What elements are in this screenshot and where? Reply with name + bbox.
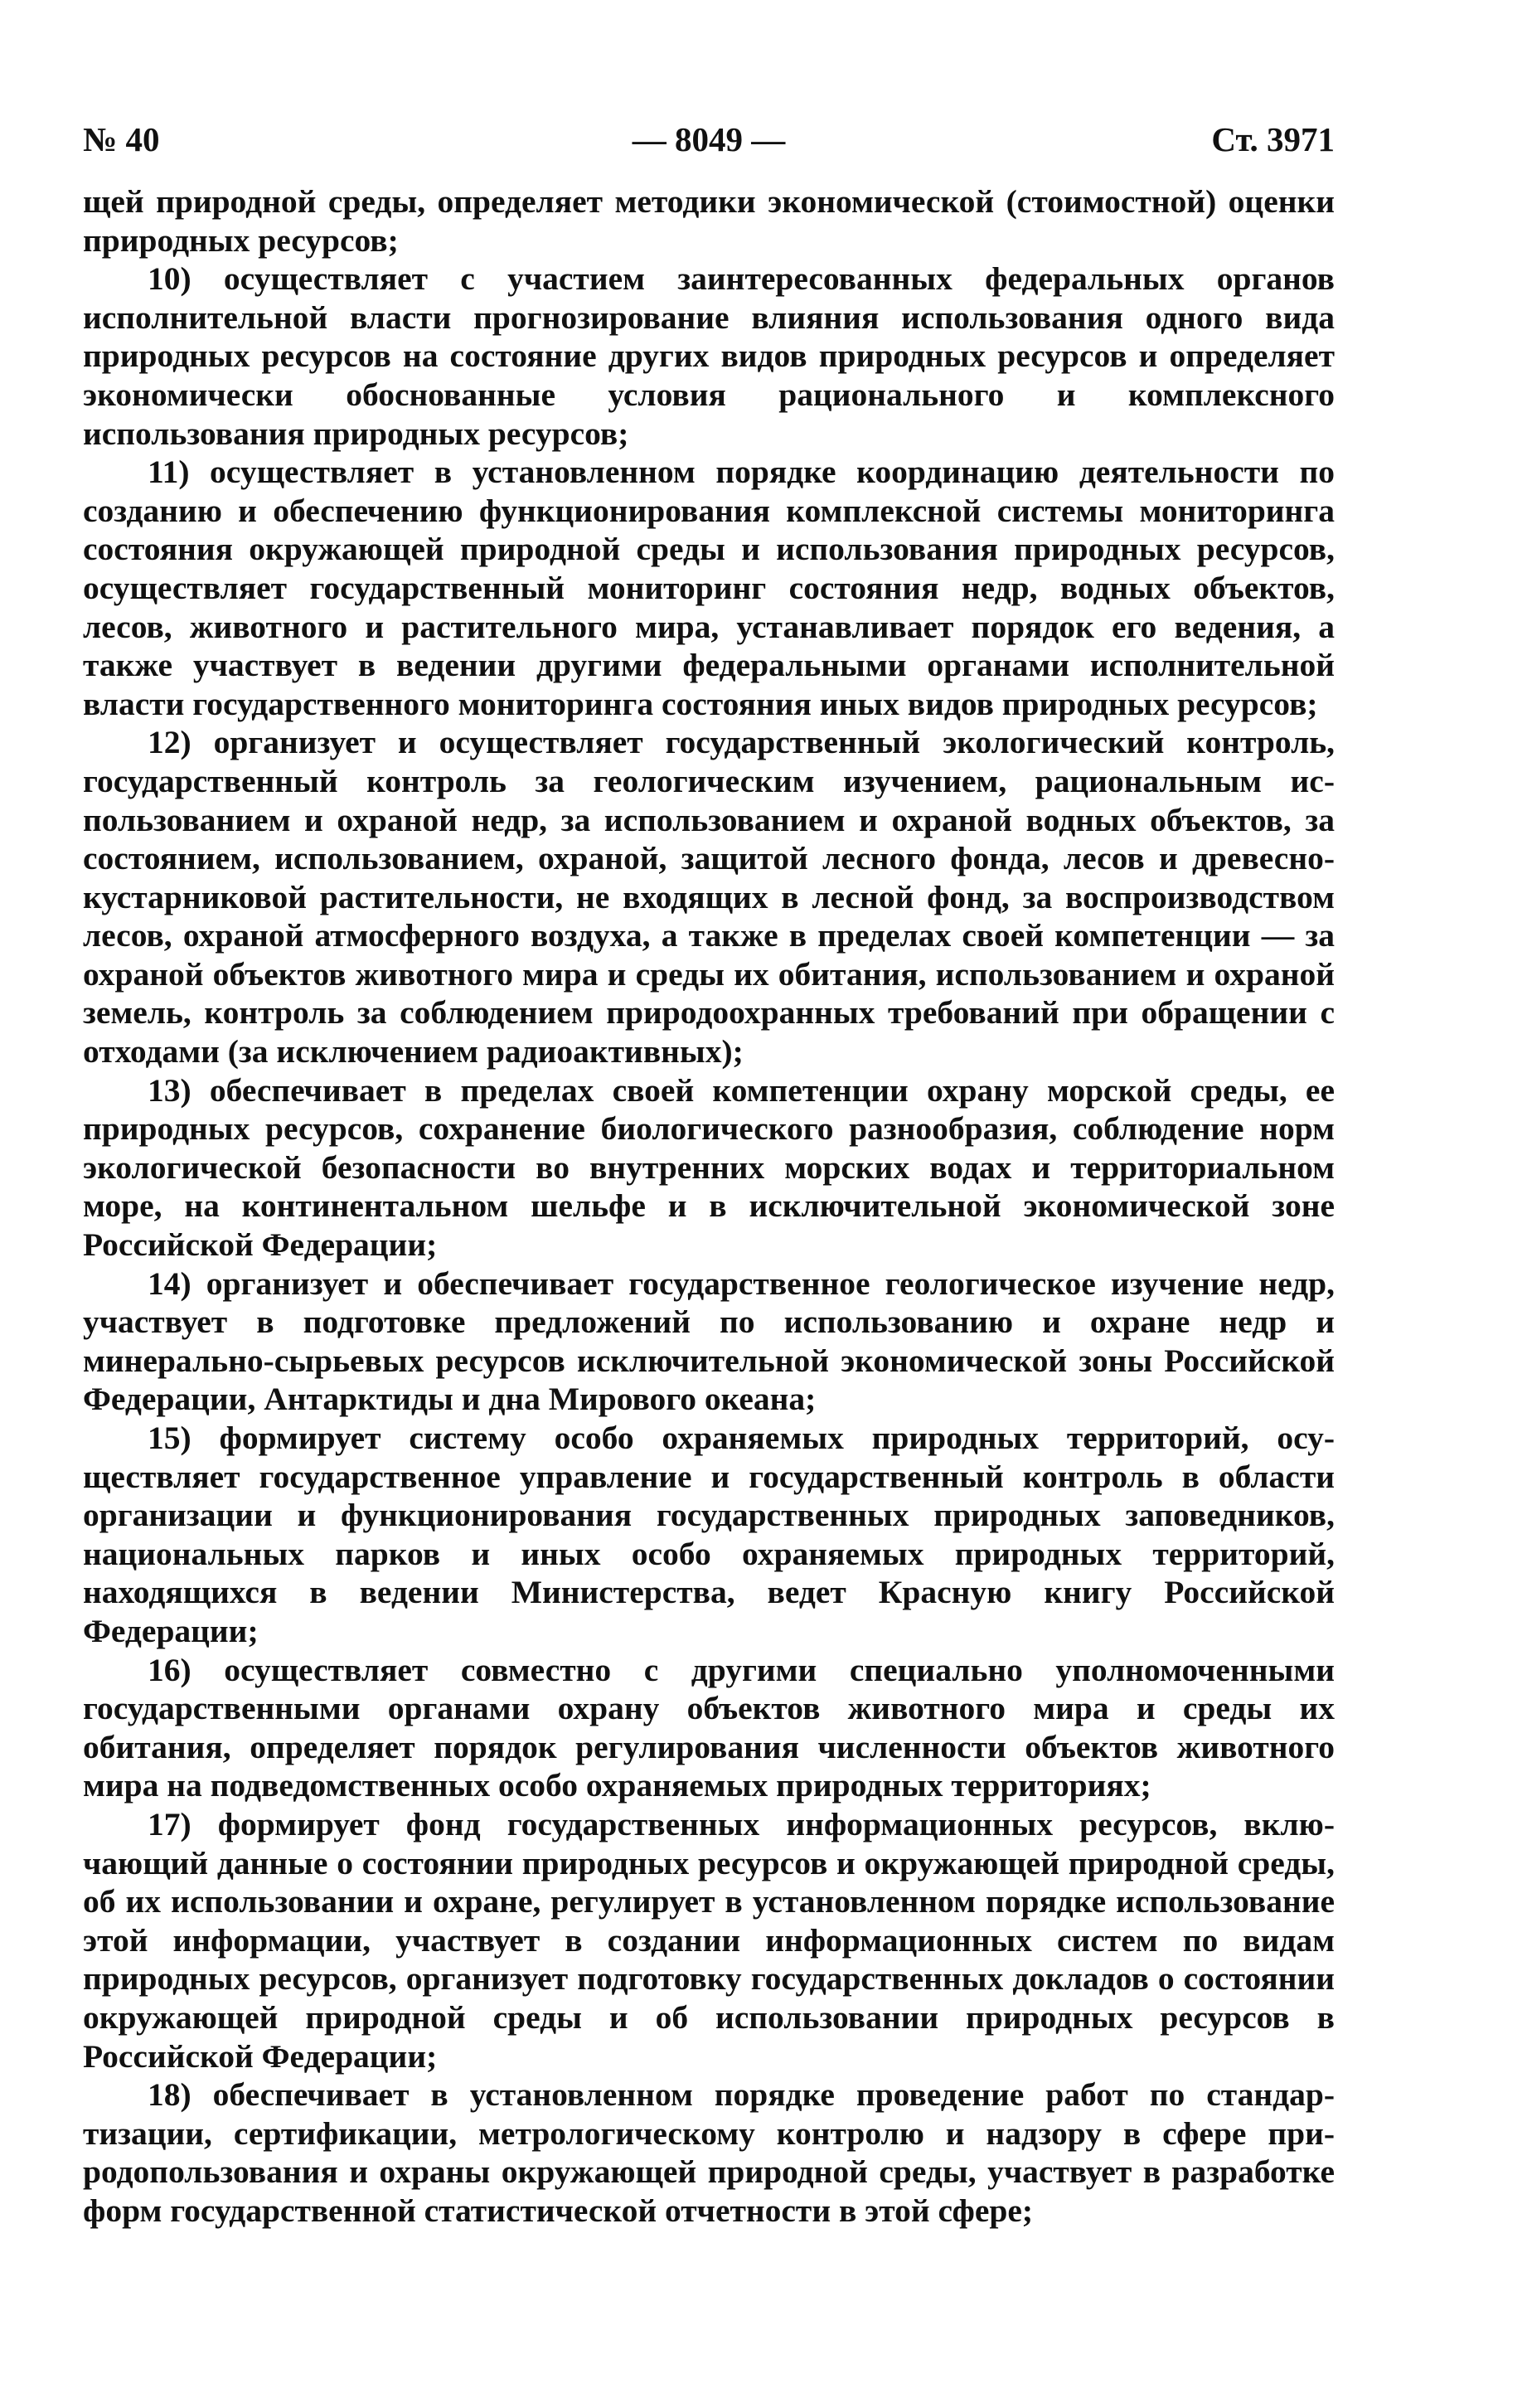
paragraph-item-18: 18) обеспечивает в установленном порядке проведение работ по стандартизации, сертификации, метрологическому контролю и надзору в сфере природопользования и охраны окружающей природной среды, участвует в разработке форм государственной статистической отчетности в этой сфере;	[83, 2076, 1335, 2229]
paragraph-item-10: 10) осуществляет с участием заинтересованных федеральных органов исполнительной власти прогнозирование влияния использования одного вида природных ресурсов на состояние других видов природных ресурсов и определяет экономически обоснованные условия рационального и комплексного использования природных ресурсов;	[83, 260, 1335, 452]
paragraph-item-14: 14) организует и обеспечивает государственное геологическое изучение недр, участвует в подготовке предложений по использованию и охране недр и минерально-сырьевых ресурсов исключительной экономической зоны Российской Федерации, Антарктиды и дна Мирового океана;	[83, 1265, 1335, 1418]
document-body	[83, 182, 1335, 2230]
article-number: Ст. 3971	[1211, 120, 1335, 158]
paragraph-item-12: 12) организует и осуществляет государственный экологический контроль, государственный контроль за геологическим изучением, рациональным использованием и охраной недр, за использованием и охраной водных объектов, за состоянием, использованием, охраной, защитой лесного фонда, лесов и древесно-кустарниковой растительности, не входящих в лесной фонд, за воспроизводством лесов, охраной атмосферного воздуха, а также в пределах своей компетенции — за охраной объектов животного мира и среды их обитания, использованием и охраной земель, контроль за соблюдением природоохранных требований при обращении с отходами (за исключением радиоактивных);	[83, 724, 1335, 1070]
paragraph-item-13: 13) обеспечивает в пределах своей компетенции охрану морской среды, ее природных ресурсов, сохранение биологического разнообразия, соблюдение норм экологической безопасности во внутренних морских водах и территориальном море, на континентальном шельфе и в исключительной экономической зоне Российской Федерации;	[83, 1071, 1335, 1264]
document-page	[83, 114, 1335, 2230]
paragraph-continuation: щей природной среды, определяет методики экономической (стоимостной) оценки природных ресурсов;	[83, 183, 1335, 259]
paragraph-item-17: 17) формирует фонд государственных информационных ресурсов, включающий данные о состоянии природных ресурсов и окружающей природной среды, об их использовании и охране, регулирует в установленном порядке использование этой информации, участвует в создании информационных систем по видам природных ресурсов, организует подготовку государственных докладов о состоянии окружающей природной среды и об использовании природных ресурсов в Российской Федерации;	[83, 1805, 1335, 2075]
paragraph-item-11: 11) осуществляет в установленном порядке координацию деятельности по созданию и обеспечению функционирования комплексной системы мониторинга состояния окружающей природной среды и использования природных ресурсов, осуществляет государственный мониторинг состояния недр, водных объектов, лесов, животного и растительного мира, устанавливает порядок его ведения, а также участвует в ведении другими федеральными органами исполнительной власти государственного мониторинга состояния иных видов природных ресурсов;	[83, 454, 1335, 722]
page-number: — 8049 —	[632, 120, 786, 158]
page-header	[83, 114, 1335, 164]
paragraph-item-16: 16) осуществляет совместно с другими специально уполномоченными государственными органами охрану объектов животного мира и среды их обитания, определяет порядок регулирования численности объектов животного мира на подведомственных особо охраняемых природных территориях;	[83, 1651, 1335, 1804]
issue-number: № 40	[83, 120, 160, 158]
paragraph-item-15: 15) формирует систему особо охраняемых природных территорий, осуществляет государственное управление и государственный контроль в области организации и функционирования государственных природных заповедников, национальных парков и иных особо охраняемых природных территорий, находящихся в ведении Министерства, ведет Красную книгу Российской Федерации;	[83, 1420, 1335, 1649]
